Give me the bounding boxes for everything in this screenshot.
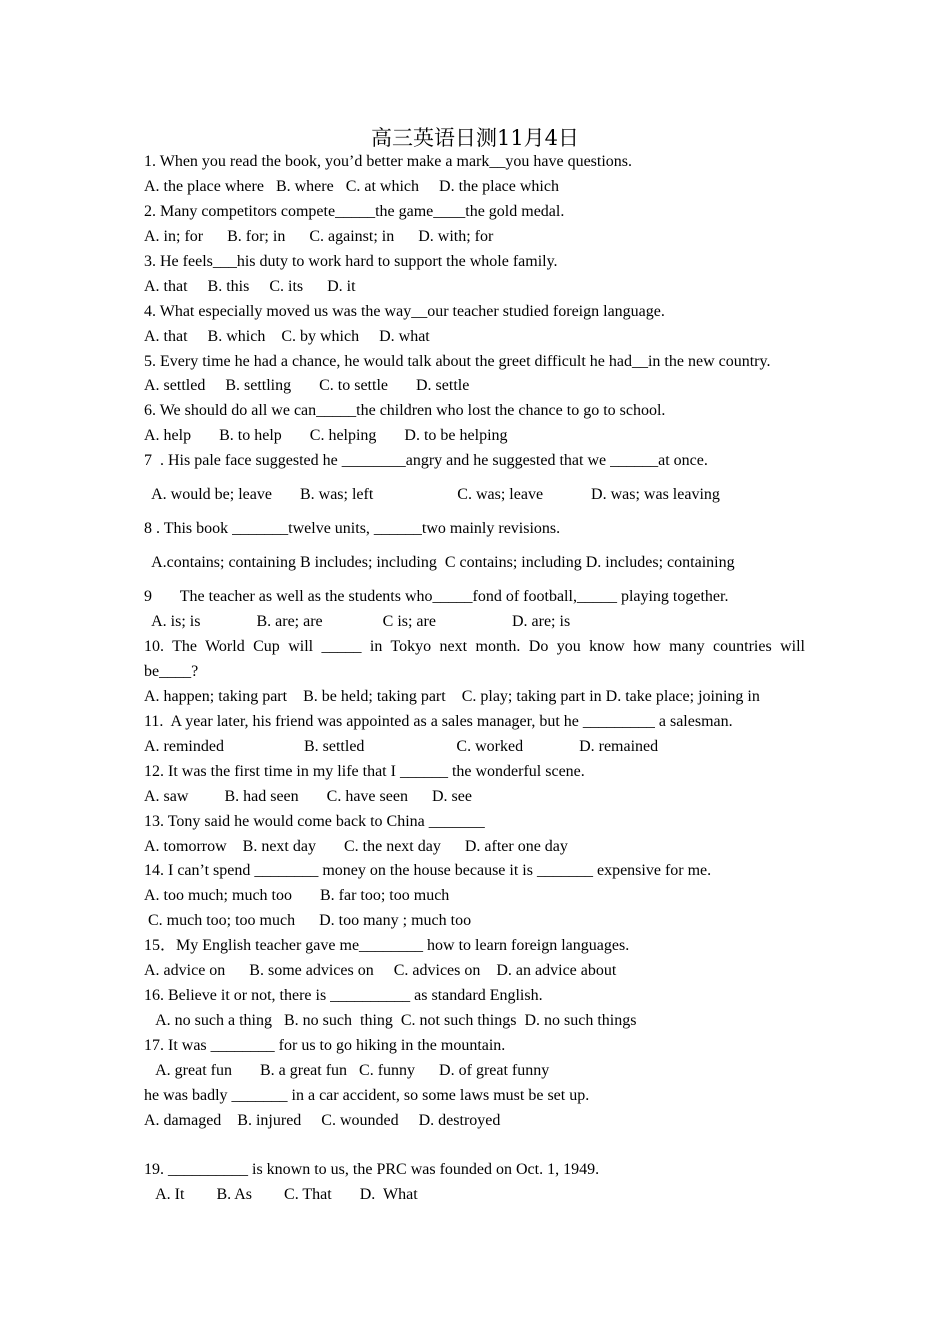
text-line: A. tomorrow B. next day C. the next day D. after one day — [144, 838, 568, 855]
text-line: 6. We should do all we can_____the children who lost the chance to go to school. — [144, 402, 666, 419]
text-line: 13. Tony said he would come back to China _______ — [144, 813, 485, 830]
text-line: 17. It was ________ for us to go hiking in the mountain. — [144, 1037, 506, 1054]
text-line: 2. Many competitors compete_____the game____the gold medal. — [144, 203, 565, 220]
text-line: 9 The teacher as well as the students who_____fond of football,_____ playing together. — [144, 588, 729, 605]
text-line: A.contains; containing B includes; including C contains; including D. includes; containing — [144, 554, 735, 571]
text-line: A. in; for B. for; in C. against; in D. with; for — [144, 228, 494, 245]
text-line: 3. He feels___his duty to work hard to support the whole family. — [144, 253, 558, 270]
text-line: A. the place where B. where C. at which D. the place which — [144, 178, 559, 195]
text-line: A. damaged B. injured C. wounded D. destroyed — [144, 1112, 501, 1129]
text-line: A. great fun B. a great fun C. funny D. of great funny — [144, 1062, 550, 1079]
text-line: 14. I can’t spend ________ money on the house because it is _______ expensive for me. — [144, 862, 712, 879]
text-line: 10. The World Cup will _____ in Tokyo next month. Do you know how many countries will — [144, 638, 805, 655]
text-line: A. that B. which C. by which D. what — [144, 328, 430, 345]
text-line: 15．My English teacher gave me________ how to learn foreign languages. — [144, 937, 630, 954]
text-line: 19. __________ is known to us, the PRC was founded on Oct. 1, 1949. — [144, 1161, 600, 1178]
text-line: A. that B. this C. its D. it — [144, 278, 356, 295]
text-line: A. too much; much too B. far too; too much — [144, 887, 450, 904]
text-line: be____? — [144, 663, 199, 680]
text-line: A. reminded B. settled C. worked D. remained — [144, 738, 659, 755]
text-line: 16. Believe it or not, there is __________ as standard English. — [144, 987, 543, 1004]
text-line: A. is; is B. are; are C is; are D. are; is — [144, 613, 571, 630]
text-line: 1. When you read the book, you’d better make a mark__you have questions. — [144, 153, 633, 170]
text-line: he was badly _______ in a car accident, so some laws must be set up. — [144, 1087, 590, 1104]
text-line: 7 . His pale face suggested he ________angry and he suggested that we ______at once. — [144, 452, 708, 469]
text-line: 11. A year later, his friend was appointed as a sales manager, but he _________ a salesman. — [144, 713, 733, 730]
text-line: A. settled B. settling C. to settle D. settle — [144, 377, 470, 394]
text-line: A. advice on B. some advices on C. advices on D. an advice about — [144, 962, 617, 979]
text-line: A. saw B. had seen C. have seen D. see — [144, 788, 472, 805]
text-line: A. happen; taking part B. be held; taking part C. play; taking part in D. take place; joining in — [144, 688, 760, 705]
text-line: A. help B. to help C. helping D. to be helping — [144, 427, 508, 444]
text-line: A. no such a thing B. no such thing C. not such things D. no such things — [144, 1012, 637, 1029]
text-line: A. It B. As C. That D. What — [144, 1186, 418, 1203]
text-line: A. would be; leave B. was; left C. was; leave D. was; was leaving — [144, 486, 720, 503]
text-line: 5. Every time he had a chance, he would talk about the greet difficult he had__in the new country. — [144, 353, 771, 370]
text-line: C. much too; too much D. too many ; much too — [144, 912, 472, 929]
text-line: 8 . This book _______twelve units, ______two mainly revisions. — [144, 520, 561, 537]
page-title: 高三英语日测11月4日 — [370, 126, 580, 150]
text-line: 12. It was the first time in my life that I ______ the wonderful scene. — [144, 763, 585, 780]
text-line: 4. What especially moved us was the way__our teacher studied foreign language. — [144, 303, 665, 320]
